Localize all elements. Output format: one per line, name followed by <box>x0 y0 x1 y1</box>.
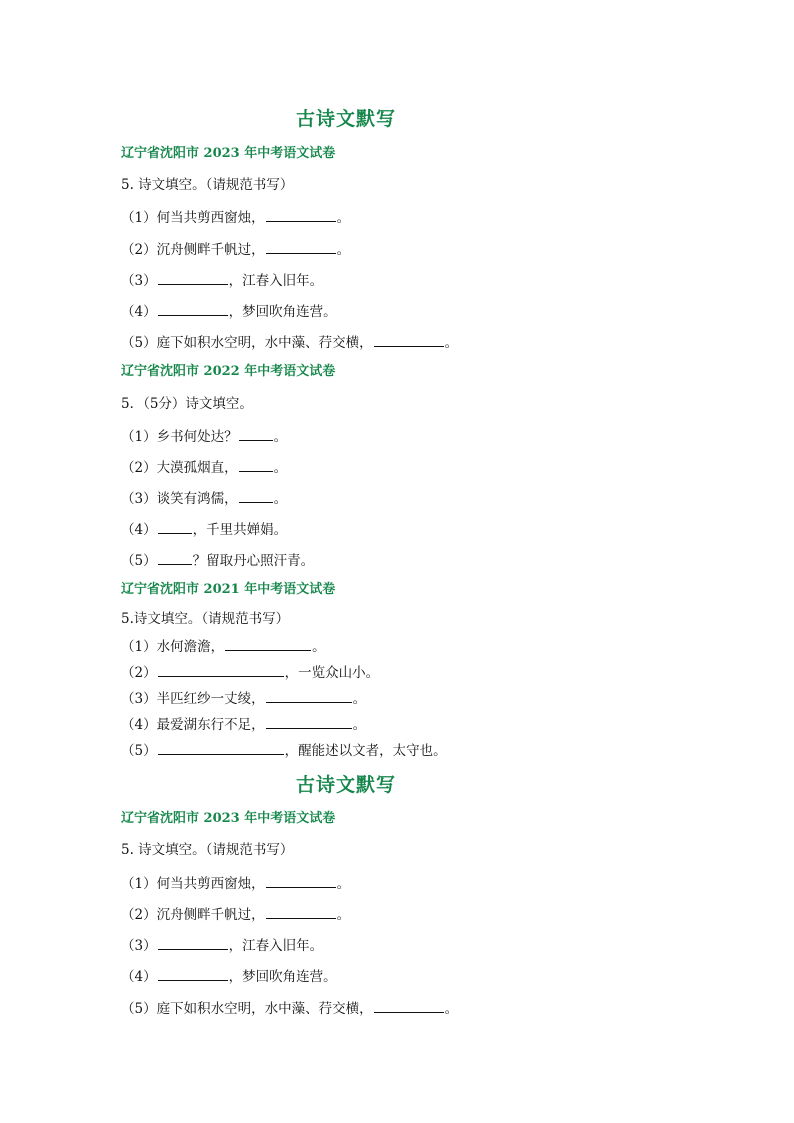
item-text-after: 。 <box>444 1001 459 1017</box>
question-item <box>121 663 379 681</box>
answer-blank[interactable] <box>266 689 352 703</box>
answer-blank[interactable] <box>158 663 284 677</box>
item-text-after: ，梦回吹角连营。 <box>228 969 337 985</box>
item-text-before: 乡书何处达？ <box>156 429 238 445</box>
question-prompt: 5.诗文填空。（请规范书写） <box>121 611 290 627</box>
exam-heading: 辽宁省沈阳市 2023 年中考语文试卷 <box>121 811 336 826</box>
question-prompt: 5. 诗文填空。（请规范书写） <box>121 177 294 193</box>
question-item <box>121 715 366 733</box>
item-text-before: 大漠孤烟直， <box>156 460 238 476</box>
item-text-after: 。 <box>336 242 351 258</box>
item-number: （4） <box>121 304 157 320</box>
item-number: （3） <box>121 273 157 289</box>
answer-blank[interactable] <box>266 208 336 222</box>
question-item <box>121 936 323 954</box>
item-text-after: ，千里共婵娟。 <box>192 522 288 538</box>
item-text-after: 。 <box>273 460 288 476</box>
question-item <box>121 271 323 289</box>
item-text-after: 。 <box>273 491 288 507</box>
item-text-after: 。 <box>352 691 367 707</box>
item-number: （2） <box>121 242 157 258</box>
item-text-before: 半匹红纱一丈绫， <box>156 691 265 707</box>
exam-heading: 辽宁省沈阳市 2023 年中考语文试卷 <box>121 146 336 161</box>
item-number: （4） <box>121 522 157 538</box>
item-text-after: 。 <box>444 335 459 351</box>
item-text-after: 。 <box>273 429 288 445</box>
question-prompt: 5. 诗文填空。（请规范书写） <box>121 842 294 858</box>
item-text-after: 。 <box>336 876 351 892</box>
question-item <box>121 637 326 655</box>
item-text-after: ，梦回吹角连营。 <box>228 304 337 320</box>
question-item <box>121 333 458 351</box>
answer-blank[interactable] <box>158 967 228 981</box>
item-text-before: 沉舟侧畔千帆过， <box>156 242 265 258</box>
question-item <box>121 689 366 707</box>
answer-blank[interactable] <box>266 905 336 919</box>
question-item <box>121 208 350 226</box>
exam-heading: 辽宁省沈阳市 2022 年中考语文试卷 <box>121 364 336 379</box>
item-text-before: 沉舟侧畔千帆过， <box>156 907 265 923</box>
answer-blank[interactable] <box>239 427 273 441</box>
section-title: 古诗文默写 <box>295 108 396 130</box>
item-number: （5） <box>121 553 157 569</box>
item-number: （1） <box>121 639 157 655</box>
answer-blank[interactable] <box>158 520 192 534</box>
question-prompt: 5．（5分）诗文填空。 <box>121 396 253 412</box>
answer-blank[interactable] <box>158 936 228 950</box>
item-text-after: 。 <box>352 717 367 733</box>
item-number: （2） <box>121 907 157 923</box>
section-title: 古诗文默写 <box>295 774 396 796</box>
item-number: （5） <box>121 335 157 351</box>
item-number: （4） <box>121 969 157 985</box>
question-item <box>121 551 314 569</box>
question-item <box>121 240 350 258</box>
item-number: （2） <box>121 460 157 476</box>
item-text-before: 水何澹澹， <box>156 639 225 655</box>
item-text-before: 最爱湖东行不足， <box>156 717 265 733</box>
item-text-before: 何当共剪西窗烛， <box>156 210 265 226</box>
item-text-after: ，江春入旧年。 <box>228 938 324 954</box>
item-text-after: 。 <box>312 639 326 655</box>
answer-blank[interactable] <box>266 874 336 888</box>
answer-blank[interactable] <box>266 240 336 254</box>
question-item <box>121 999 458 1017</box>
question-item <box>121 427 287 445</box>
answer-blank[interactable] <box>266 715 352 729</box>
item-text-before: 谈笑有鸿儒， <box>156 491 238 507</box>
question-item <box>121 967 337 985</box>
item-text-after: 。 <box>336 907 351 923</box>
item-number: （3） <box>121 491 157 507</box>
item-number: （3） <box>121 691 157 707</box>
item-text-after: ，醒能述以文者，太守也。 <box>284 743 447 759</box>
answer-blank[interactable] <box>239 489 273 503</box>
item-number: （5） <box>121 743 157 759</box>
answer-blank[interactable] <box>158 271 228 285</box>
item-text-after: ，一览众山小。 <box>284 665 380 681</box>
answer-blank[interactable] <box>239 458 273 472</box>
question-item <box>121 302 337 320</box>
question-item <box>121 489 287 507</box>
item-text-before: 庭下如积水空明，水中藻、荇交横， <box>156 1001 373 1017</box>
item-text-before: 何当共剪西窗烛， <box>156 876 265 892</box>
answer-blank[interactable] <box>374 333 444 347</box>
item-text-before: 庭下如积水空明，水中藻、荇交横， <box>156 335 373 351</box>
item-number: （3） <box>121 938 157 954</box>
answer-blank[interactable] <box>158 741 284 755</box>
item-number: （1） <box>121 429 157 445</box>
answer-blank[interactable] <box>225 637 311 651</box>
item-number: （4） <box>121 717 157 733</box>
item-number: （5） <box>121 1001 157 1017</box>
item-number: （2） <box>121 665 157 681</box>
question-item <box>121 905 350 923</box>
question-item <box>121 741 447 759</box>
question-item <box>121 520 287 538</box>
answer-blank[interactable] <box>158 551 192 565</box>
item-number: （1） <box>121 876 157 892</box>
item-text-after: 。 <box>336 210 351 226</box>
question-item <box>121 458 287 476</box>
item-text-after: ？留取丹心照汗青。 <box>192 553 315 569</box>
answer-blank[interactable] <box>158 302 228 316</box>
item-number: （1） <box>121 210 157 226</box>
answer-blank[interactable] <box>374 999 444 1013</box>
question-item <box>121 874 350 892</box>
item-text-after: ，江春入旧年。 <box>228 273 324 289</box>
exam-heading: 辽宁省沈阳市 2021 年中考语文试卷 <box>121 582 336 597</box>
